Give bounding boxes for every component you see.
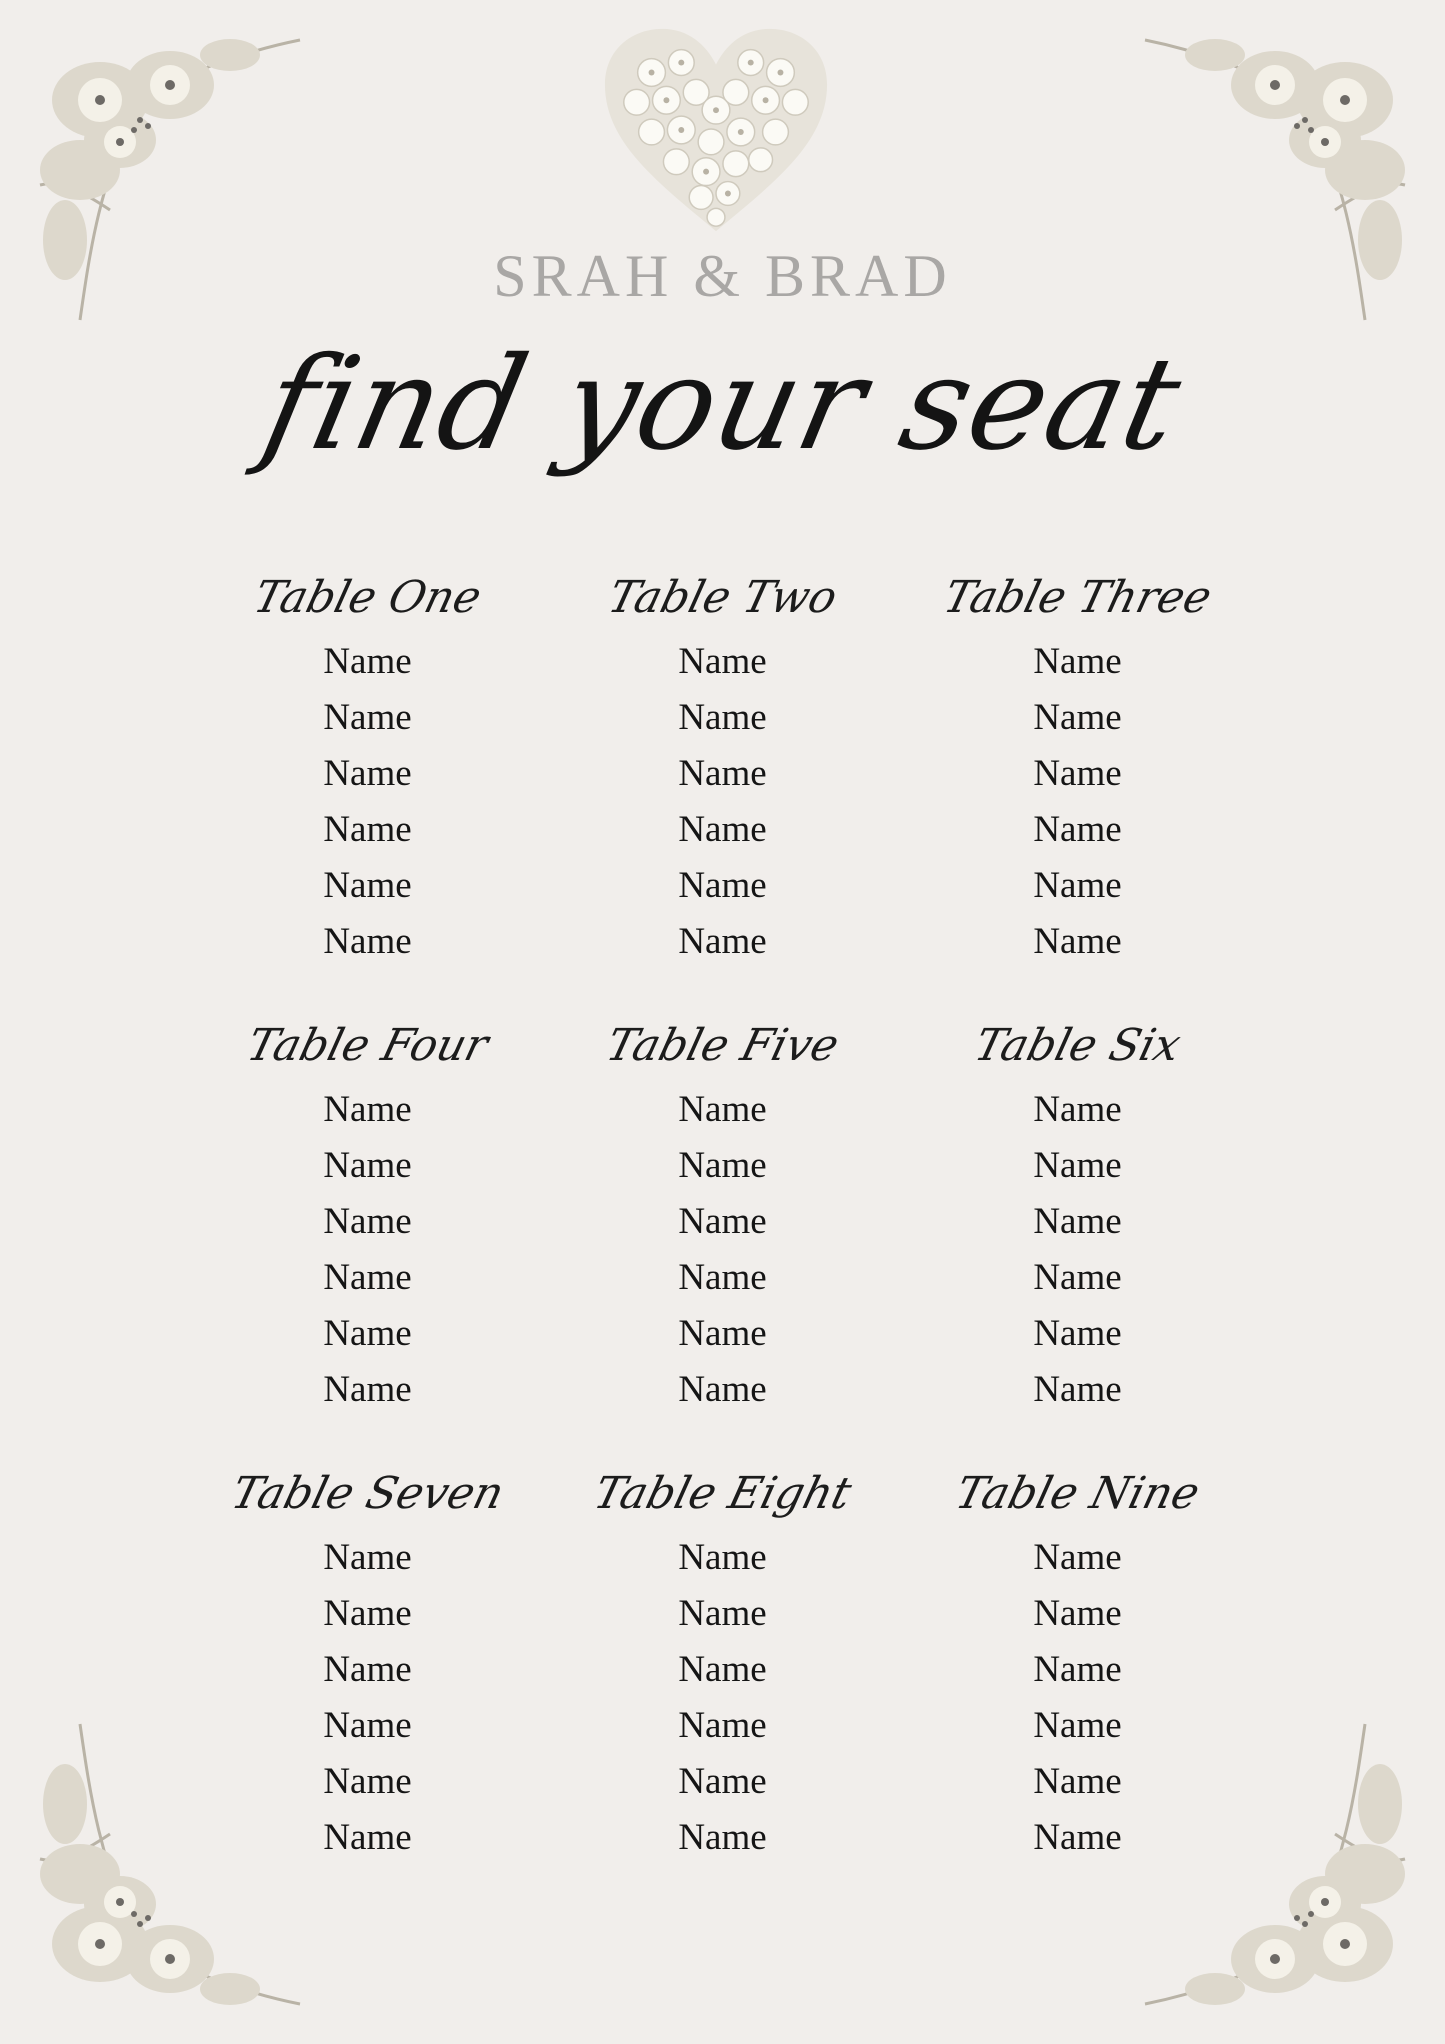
guest-name: Name	[678, 641, 767, 682]
table-block	[190, 1010, 545, 1458]
guest-name: Name	[323, 1537, 412, 1578]
guest-name: Name	[323, 1705, 412, 1746]
guest-name: Name	[678, 1817, 767, 1858]
guest-name: Name	[678, 1761, 767, 1802]
couple-names: SRAH & BRAD	[493, 243, 952, 309]
table-block	[900, 562, 1255, 1010]
guest-name: Name	[1033, 753, 1122, 794]
guest-name: Name	[323, 1593, 412, 1634]
guest-name: Name	[1033, 1649, 1122, 1690]
table-block	[190, 562, 545, 1010]
guest-name: Name	[678, 1257, 767, 1298]
guest-name: Name	[1033, 1145, 1122, 1186]
table-title: Table Six	[969, 1020, 1186, 1071]
guest-name: Name	[323, 753, 412, 794]
guest-name: Name	[323, 921, 412, 962]
page-title: find your seat	[251, 330, 1194, 479]
guest-name: Name	[678, 697, 767, 738]
guest-name: Name	[1033, 1313, 1122, 1354]
guest-name: Name	[678, 1649, 767, 1690]
guest-name: Name	[678, 1201, 767, 1242]
table-block	[545, 1010, 900, 1458]
table-title: Table Four	[242, 1020, 494, 1071]
guest-name: Name	[678, 1313, 767, 1354]
guest-name: Name	[1033, 641, 1122, 682]
guest-name: Name	[323, 1817, 412, 1858]
guest-name: Name	[678, 1705, 767, 1746]
guest-name: Name	[1033, 1761, 1122, 1802]
guest-name: Name	[323, 1089, 412, 1130]
table-title: Table Two	[603, 572, 843, 623]
guest-name: Name	[323, 1257, 412, 1298]
table-title: Table Seven	[226, 1468, 509, 1519]
guest-name: Name	[323, 865, 412, 906]
guest-name: Name	[678, 753, 767, 794]
table-title: Table Five	[601, 1020, 844, 1071]
guest-name: Name	[323, 1761, 412, 1802]
guest-name: Name	[1033, 809, 1122, 850]
guest-name: Name	[323, 1369, 412, 1410]
guest-name: Name	[678, 1537, 767, 1578]
table-title: Table One	[248, 572, 487, 623]
guest-name: Name	[1033, 1089, 1122, 1130]
guest-name: Name	[678, 809, 767, 850]
guest-name: Name	[1033, 697, 1122, 738]
guest-name: Name	[323, 697, 412, 738]
guest-name: Name	[1033, 865, 1122, 906]
guest-name: Name	[1033, 1257, 1122, 1298]
table-block	[900, 1010, 1255, 1458]
guest-name: Name	[323, 1201, 412, 1242]
table-block	[545, 562, 900, 1010]
guest-name: Name	[678, 1089, 767, 1130]
guest-name: Name	[1033, 921, 1122, 962]
floral-heart-icon	[597, 22, 835, 238]
table-title: Table Eight	[588, 1468, 857, 1519]
guest-name: Name	[1033, 1369, 1122, 1410]
guest-name: Name	[323, 1145, 412, 1186]
table-block	[545, 1458, 900, 1906]
table-title: Table Three	[938, 572, 1217, 623]
table-block	[900, 1458, 1255, 1906]
guest-name: Name	[323, 1649, 412, 1690]
guest-name: Name	[1033, 1705, 1122, 1746]
guest-name: Name	[1033, 1593, 1122, 1634]
guest-name: Name	[1033, 1537, 1122, 1578]
guest-name: Name	[678, 865, 767, 906]
guest-name: Name	[323, 809, 412, 850]
guest-name: Name	[323, 1313, 412, 1354]
guest-name: Name	[323, 641, 412, 682]
guest-name: Name	[678, 921, 767, 962]
guest-name: Name	[678, 1369, 767, 1410]
table-block	[190, 1458, 545, 1906]
guest-name: Name	[1033, 1201, 1122, 1242]
table-title: Table Nine	[950, 1468, 1205, 1519]
guest-name: Name	[678, 1145, 767, 1186]
guest-name: Name	[1033, 1817, 1122, 1858]
tables-grid	[190, 562, 1255, 1906]
guest-name: Name	[678, 1593, 767, 1634]
